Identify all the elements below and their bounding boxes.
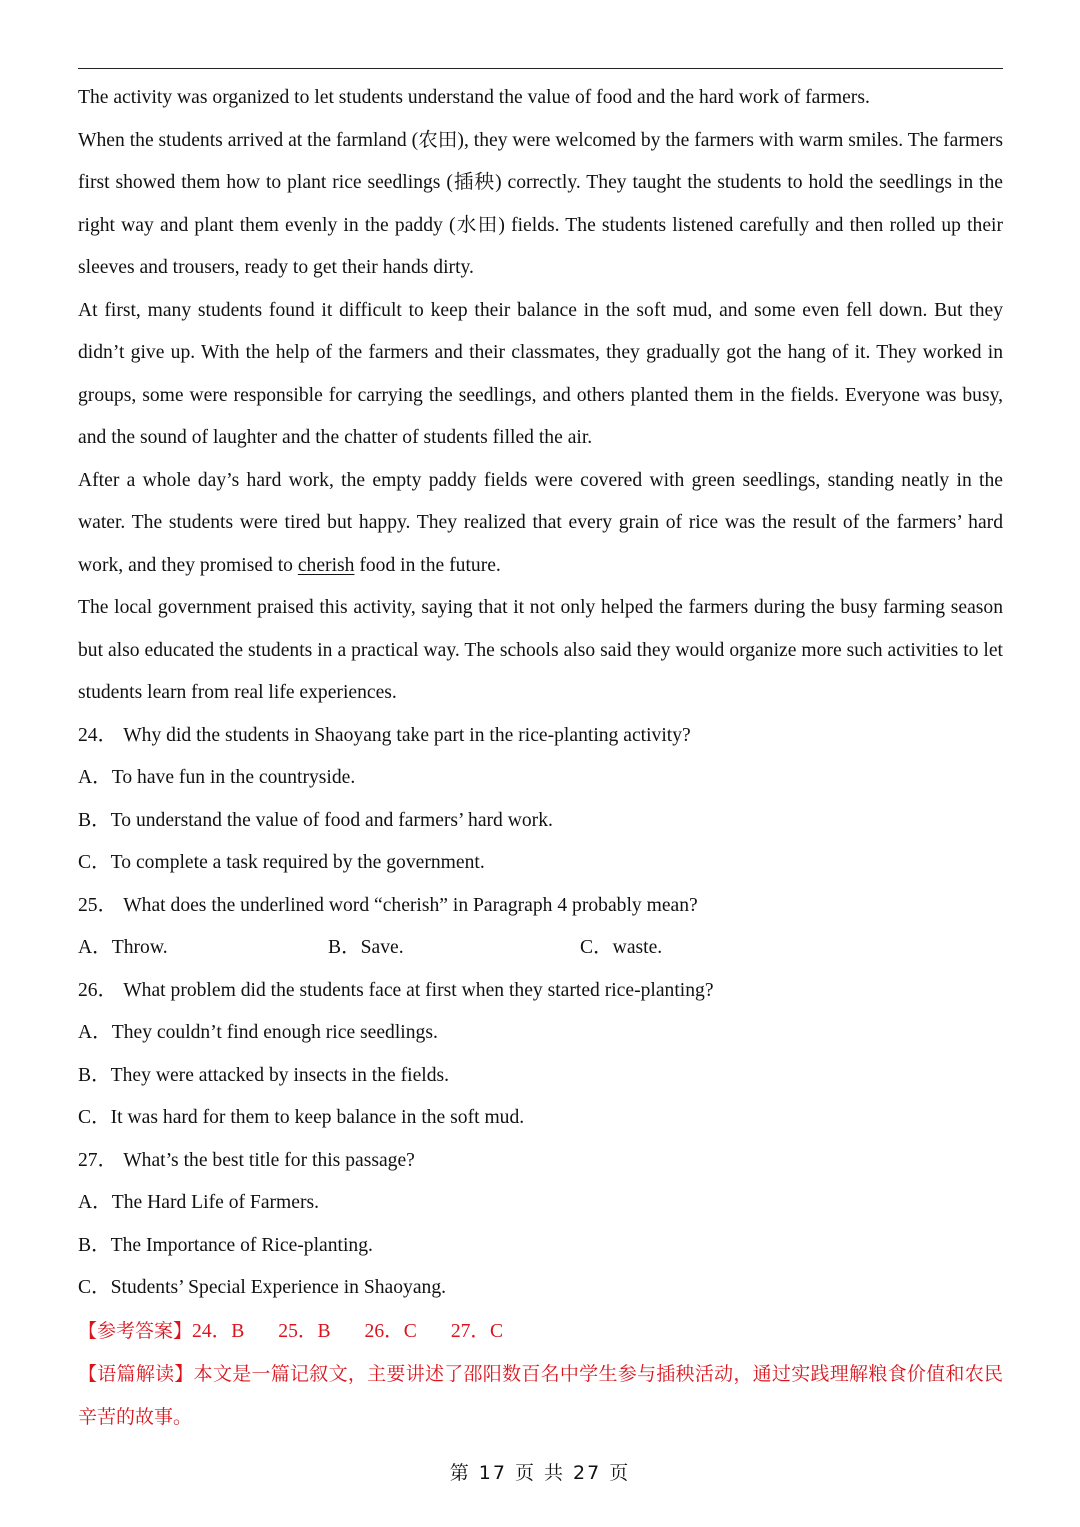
question-27-option-c: C．Students’ Special Experience in Shaoyang. [78, 1277, 447, 1298]
answer-tag: 【参考答案】 [78, 1319, 193, 1342]
answer-item: 26．C [364, 1320, 417, 1342]
header-rule [78, 68, 1003, 69]
question-25-option-b: B．Save. [328, 937, 404, 958]
answer-item: 24．B [192, 1320, 245, 1342]
question-number: 24． [78, 724, 118, 746]
question-26-option-a: A．They couldn’t find enough rice seedlings. [78, 1022, 438, 1043]
question-25-option-a: A．Throw. [78, 937, 168, 958]
question-25-options [78, 927, 1003, 970]
passage-paragraph-5: The local government praised this activity, saying that it not only helped the farmers during the busy farming season but also educated the students in a practical way. The schools also said they would organize more such activities to let students learn from real life experiences. [78, 597, 1003, 703]
answer-item: 27．C [450, 1320, 504, 1342]
page-content [78, 77, 1003, 1438]
question-number: 25． [78, 894, 118, 916]
answer-item: 25．B [278, 1320, 331, 1342]
question-24 [78, 715, 1003, 885]
question-number: 27． [78, 1149, 118, 1171]
question-26 [78, 970, 1003, 1140]
passage-paragraph-1: The activity was organized to let students understand the value of food and the hard work of farmers. [78, 87, 870, 108]
question-25-stem [78, 885, 1003, 928]
question-26-option-b: B．They were attacked by insects in the fields. [78, 1064, 450, 1086]
reference-answer [78, 1310, 1003, 1354]
underlined-word-cherish: cherish [297, 554, 355, 576]
page-number-footer: 第 17 页 共 27 页 [449, 1462, 631, 1484]
question-25 [78, 885, 1003, 970]
question-27-option-a: A．The Hard Life of Farmers. [78, 1192, 320, 1213]
paragraph-4-text-after: food in the future. [354, 554, 501, 576]
question-24-option-a: A．To have fun in the countryside. [78, 767, 356, 788]
question-text: What problem did the students face at first when they started rice-planting? [123, 979, 714, 1001]
question-text: Why did the students in Shaoyang take part in the rice-planting activity? [123, 724, 691, 746]
analysis-text: 本文是一篇记叙文，主要讲述了邵阳数百名中学生参与插秧活动，通过实践理解粮食价值和农民辛苦的故事。 [78, 1363, 1003, 1428]
passage-analysis [78, 1353, 1003, 1438]
passage-paragraph-2: When the students arrived at the farmland (农田), they were welcomed by the farmers with warm smiles. The farmers first showed them how to plant rice seedlings (插秧) correctly. They taught the students to hold the seedlings in the right way and plant them evenly in the paddy (水田) fields. The students listened carefully and then rolled up their sleeves and trousers, ready to get their hands dirty. [78, 129, 1003, 278]
passage-paragraph-4 [78, 460, 1003, 588]
question-24-option-c: C．To complete a task required by the government. [78, 852, 485, 873]
question-text: What does the underlined word “cherish” in Paragraph 4 probably mean? [123, 894, 698, 916]
analysis-tag: 【语篇解读】 [78, 1363, 194, 1385]
question-27 [78, 1140, 1003, 1310]
question-26-option-c: C．It was hard for them to keep balance in the soft mud. [78, 1107, 525, 1128]
question-27-option-b: B．The Importance of Rice-planting. [78, 1234, 373, 1256]
question-24-option-b: B．To understand the value of food and farmers’ hard work. [78, 809, 553, 831]
question-text: What’s the best title for this passage? [123, 1149, 415, 1171]
question-27-stem [78, 1140, 1003, 1183]
question-number: 26． [78, 979, 118, 1001]
question-26-stem [78, 970, 1003, 1013]
paragraph-4-text-before: After a whole day’s hard work, the empty paddy fields were covered with green seedlings, standing neatly in the water. The students were tired but happy. They realized that every grain of rice was the result of the farmers’ hard work, and they promised to [78, 469, 1003, 576]
passage-paragraph-3: At first, many students found it difficult to keep their balance in the soft mud, and some even fell down. But they didn’t give up. With the help of the farmers and their classmates, they gradually got the hang of it. They worked in groups, some were responsible for carrying the seedlings, and others planted them in the fields. Everyone was busy, and the sound of laughter and the chatter of students filled the air. [78, 299, 1003, 448]
question-24-stem [78, 715, 1003, 758]
question-25-option-c: C．waste. [580, 937, 663, 958]
